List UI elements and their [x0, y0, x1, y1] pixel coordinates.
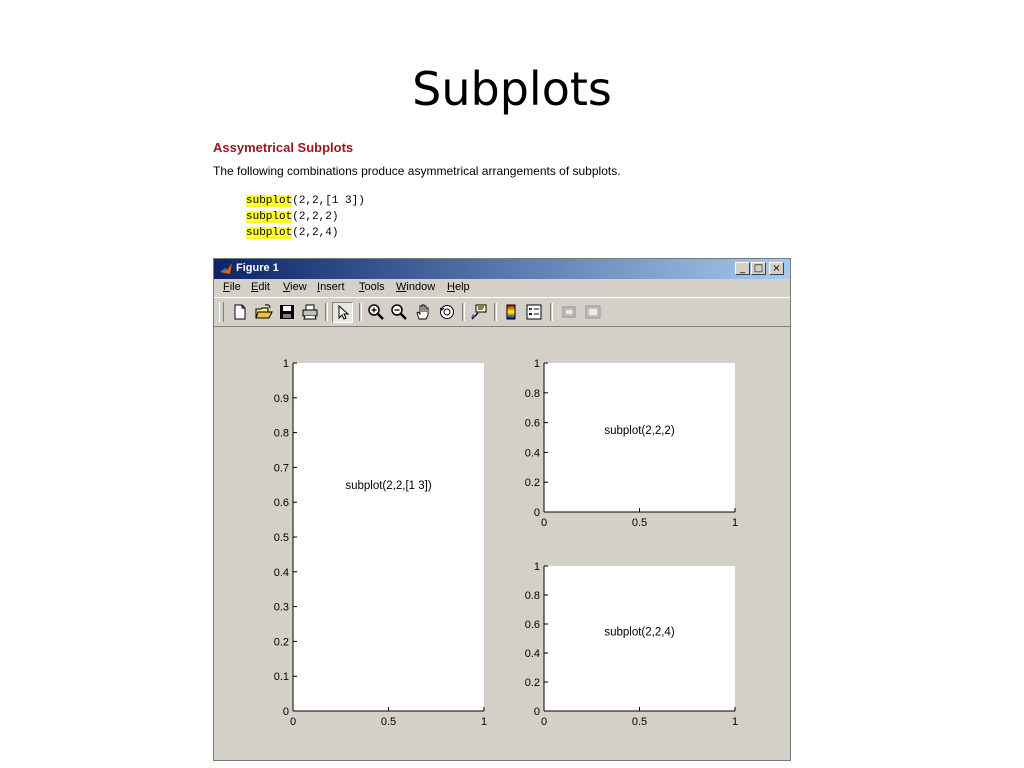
save-icon[interactable] [278, 303, 296, 321]
axes-background [544, 363, 735, 512]
menu-file[interactable] [223, 281, 241, 293]
show-plot-tools-icon[interactable] [584, 303, 602, 321]
x-tick-label: 1 [731, 716, 739, 728]
toolbar-grip[interactable] [219, 302, 224, 322]
x-tick-label: 1 [480, 716, 488, 728]
menu-help-label: elp [454, 281, 470, 293]
y-tick-label: 0.2 [273, 636, 289, 649]
select-arrow-icon[interactable] [332, 302, 353, 323]
print-icon[interactable] [301, 303, 319, 321]
menu-view[interactable] [283, 281, 307, 293]
maximize-button[interactable]: □ [751, 262, 766, 275]
code-keyword: subplot [246, 227, 293, 239]
menu-tools-label: ools [364, 281, 385, 293]
data-cursor-icon[interactable] [470, 303, 488, 321]
slide-title: Subplots [412, 62, 612, 116]
code-line [246, 195, 365, 207]
y-tick-label: 0.4 [273, 566, 289, 579]
toolbar-separator [550, 303, 553, 321]
y-tick-label: 0.7 [273, 462, 289, 475]
x-tick-label: 0.5 [380, 716, 397, 728]
y-tick-label: 0.8 [273, 427, 289, 440]
x-tick-label: 0.5 [631, 517, 648, 529]
y-tick-label: 0.6 [524, 619, 540, 631]
doc-paragraph: The following combinations produce asymmetrical arrangements of subplots. [213, 164, 621, 178]
y-tick-label: 1 [282, 358, 289, 370]
toolbar-separator [325, 303, 328, 321]
rotate-3d-icon[interactable] [438, 303, 456, 321]
menu-help-accesskey: H [447, 281, 455, 293]
menu-tools-accesskey: T [359, 281, 365, 293]
menu-window[interactable] [396, 281, 435, 293]
y-tick-label: 0.9 [273, 392, 289, 405]
y-tick-label: 0.2 [524, 677, 540, 689]
menu-edit[interactable] [251, 281, 270, 293]
subplot-annotation: subplot(2,2,4) [604, 626, 675, 639]
x-tick-label: 1 [731, 517, 739, 529]
code-args: (2,2,4) [292, 227, 339, 239]
zoom-out-icon[interactable] [390, 303, 408, 321]
subplot-annotation: subplot(2,2,2) [604, 425, 675, 438]
toolbar [214, 297, 790, 327]
y-tick-label: 0.4 [524, 648, 540, 660]
x-tick-label: 0 [540, 517, 548, 529]
y-tick-label: 1 [533, 358, 540, 370]
menu-bar [214, 279, 790, 297]
x-tick-label: 0 [289, 716, 297, 728]
code-keyword: subplot [246, 195, 293, 207]
x-tick-label: 0 [540, 716, 548, 728]
open-folder-icon[interactable] [255, 303, 273, 321]
figure-plot-area [214, 328, 790, 760]
y-tick-label: 0 [533, 706, 540, 718]
menu-file-accesskey: F [223, 281, 230, 293]
figure-window [213, 258, 791, 761]
y-tick-label: 0.6 [273, 497, 289, 510]
doc-heading: Assymetrical Subplots [213, 140, 354, 155]
menu-insert-accesskey: I [317, 281, 321, 293]
menu-edit-accesskey: E [251, 281, 259, 293]
y-tick-label: 0 [533, 507, 540, 519]
x-tick-label: 0.5 [631, 716, 648, 728]
menu-insert[interactable] [317, 281, 345, 293]
menu-edit-label: dit [258, 281, 270, 293]
title-bar[interactable] [214, 259, 790, 279]
matlab-logo-icon [219, 262, 233, 276]
y-tick-label: 0.8 [524, 590, 540, 602]
minimize-button[interactable]: _ [735, 262, 750, 275]
code-keyword: subplot [246, 211, 293, 223]
new-file-icon[interactable] [231, 303, 249, 321]
y-tick-label: 0.4 [524, 447, 540, 460]
menu-insert-label: nsert [320, 281, 345, 293]
code-args: (2,2,2) [292, 211, 339, 223]
code-args: (2,2,[1 3]) [292, 195, 365, 207]
legend-icon[interactable] [525, 303, 543, 321]
y-tick-label: 0 [282, 706, 289, 718]
hide-plot-tools-icon[interactable] [560, 303, 578, 321]
colorbar-icon[interactable] [502, 303, 520, 321]
y-tick-label: 0.8 [524, 387, 540, 400]
toolbar-separator [494, 303, 497, 321]
zoom-in-icon[interactable] [367, 303, 385, 321]
pan-hand-icon[interactable] [414, 303, 432, 321]
code-line [246, 211, 338, 223]
y-tick-label: 0.2 [524, 477, 540, 490]
axes-background [544, 566, 735, 711]
menu-window-accesskey: W [396, 281, 407, 293]
menu-view-label: iew [290, 281, 307, 293]
window-title: Figure 1 [236, 262, 279, 274]
toolbar-separator [359, 303, 362, 321]
code-line [246, 227, 338, 239]
subplot-annotation: subplot(2,2,[1 3]) [345, 479, 432, 492]
y-tick-label: 1 [533, 561, 540, 573]
close-button[interactable]: × [769, 262, 784, 275]
y-tick-label: 0.3 [273, 601, 289, 614]
menu-help[interactable] [447, 281, 470, 293]
y-tick-label: 0.5 [273, 532, 289, 544]
subplots-svg [214, 328, 790, 760]
toolbar-separator [462, 303, 465, 321]
y-tick-label: 0.6 [524, 417, 540, 430]
axes-background [293, 363, 484, 711]
menu-view-accesskey: V [283, 281, 291, 293]
menu-file-label: ile [229, 281, 241, 293]
y-tick-label: 0.1 [273, 671, 289, 684]
menu-window-label: indow [406, 281, 436, 293]
menu-tools[interactable] [359, 281, 385, 293]
